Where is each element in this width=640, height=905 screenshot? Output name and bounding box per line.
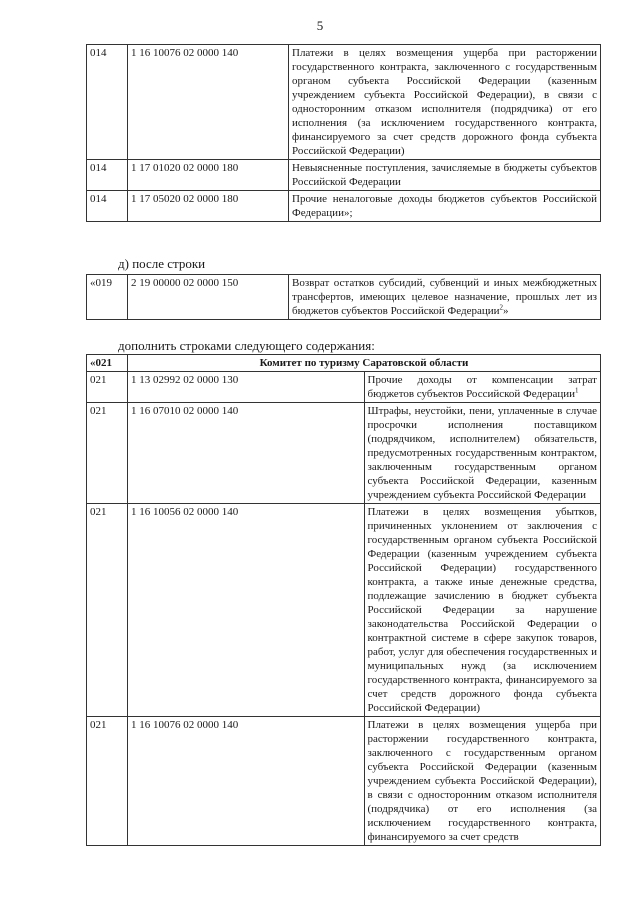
cell-income-name: Прочие неналоговые доходы бюджетов субъектов Российской Федерации»; [289, 191, 601, 222]
cell-budget-code: 1 16 07010 02 0000 140 [128, 403, 365, 504]
table-row [87, 45, 601, 160]
table-row [87, 717, 601, 846]
closing-quote: » [503, 305, 509, 317]
table-header-row [87, 355, 601, 372]
footnote-mark: 2 [499, 303, 503, 312]
footnote-mark: 1 [575, 386, 579, 395]
paragraph-add-rows: дополнить строками следующего содержания: [118, 338, 375, 353]
income-name-text: Возврат остатков субсидий, субвенций и иных межбюджетных трансфертов, имеющих целевое назначение, прошлых лет из бюджетов субъектов Российской Федерации [292, 277, 597, 317]
cell-budget-code: 2 19 00000 02 0000 150 [128, 275, 289, 320]
cell-income-name [289, 275, 601, 320]
cell-budget-code: 1 16 10076 02 0000 140 [128, 45, 289, 160]
cell-income-name: Штрафы, неустойки, пени, уплаченные в случае просрочки исполнения поставщиком (подрядчиком, исполнителем) обязательств, предусмотренных государственным контрактом, заключенным государственным органом субъекта Российской Федерации, казенным учреждением субъекта Российской Федерации [364, 403, 601, 504]
cell-budget-code: 1 16 10076 02 0000 140 [128, 717, 365, 846]
table-row [87, 403, 601, 504]
cell-admin-code: 014 [87, 45, 128, 160]
cell-admin-code: 021 [87, 717, 128, 846]
cell-admin-code: «019 [87, 275, 128, 320]
cell-admin-code: 021 [87, 372, 128, 403]
cell-admin-code: 014 [87, 160, 128, 191]
table-income-code-019 [86, 274, 601, 320]
cell-income-name: Платежи в целях возмещения ущерба при расторжении государственного контракта, заключенного с государственным органом субъекта Российской Федерации (казенным учреждением субъекта Российской Федерации), в связи с односторонним отказом исполнителя (подрядчика) от его исполнения (за исключением государственного контракта, финансируемого за счет средств [364, 717, 601, 846]
cell-admin-code: 021 [87, 403, 128, 504]
cell-income-name [364, 372, 601, 403]
cell-budget-code: 1 17 05020 02 0000 180 [128, 191, 289, 222]
cell-admin-code: 021 [87, 504, 128, 717]
cell-income-name: Платежи в целях возмещения ущерба при расторжении государственного контракта, заключенного с государственным органом субъекта Российской Федерации (казенным учреждением субъекта Российской Федерации), в связи с односторонним отказом исполнителя (подрядчика) от его исполнения (за исключением государственного контракта, финансируемого за счет средств дорожного фонда субъекта Российской Федерации) [289, 45, 601, 160]
table-row [87, 372, 601, 403]
cell-budget-code: 1 17 01020 02 0000 180 [128, 160, 289, 191]
table-row [87, 504, 601, 717]
cell-income-name: Платежи в целях возмещения убытков, причиненных уклонением от заключения с государственным органом субъекта Российской Федерации (казенным учреждением субъекта Российской Федерации) государственного контракта, а также иные денежные средства, подлежащие зачислению в бюджет субъекта Российской Федерации за нарушение законодательства Российской Федерации о контрактной системе в сфере закупок товаров, работ, услуг для обеспечения государственных и муниципальных нужд (за исключением государственного контракта, финансируемого за счет средств дорожного фонда субъекта Российской Федерации) [364, 504, 601, 717]
cell-budget-code: 1 16 10056 02 0000 140 [128, 504, 365, 717]
table-income-codes-021 [86, 354, 601, 846]
income-name-text: Прочие доходы от компенсации затрат бюджетов субъектов Российской Федерации [367, 374, 597, 400]
table-income-codes-014 [86, 44, 601, 222]
paragraph-after-row: д) после строки [118, 256, 206, 271]
table-row [87, 275, 601, 320]
cell-budget-code: 1 13 02992 02 0000 130 [128, 372, 365, 403]
table-row [87, 191, 601, 222]
cell-income-name: Невыясненные поступления, зачисляемые в бюджеты субъектов Российской Федерации [289, 160, 601, 191]
header-committee-title: Комитет по туризму Саратовской области [128, 355, 601, 372]
cell-admin-code: 014 [87, 191, 128, 222]
page-number: 5 [316, 18, 324, 33]
table-row [87, 160, 601, 191]
header-admin-code: «021 [87, 355, 128, 372]
